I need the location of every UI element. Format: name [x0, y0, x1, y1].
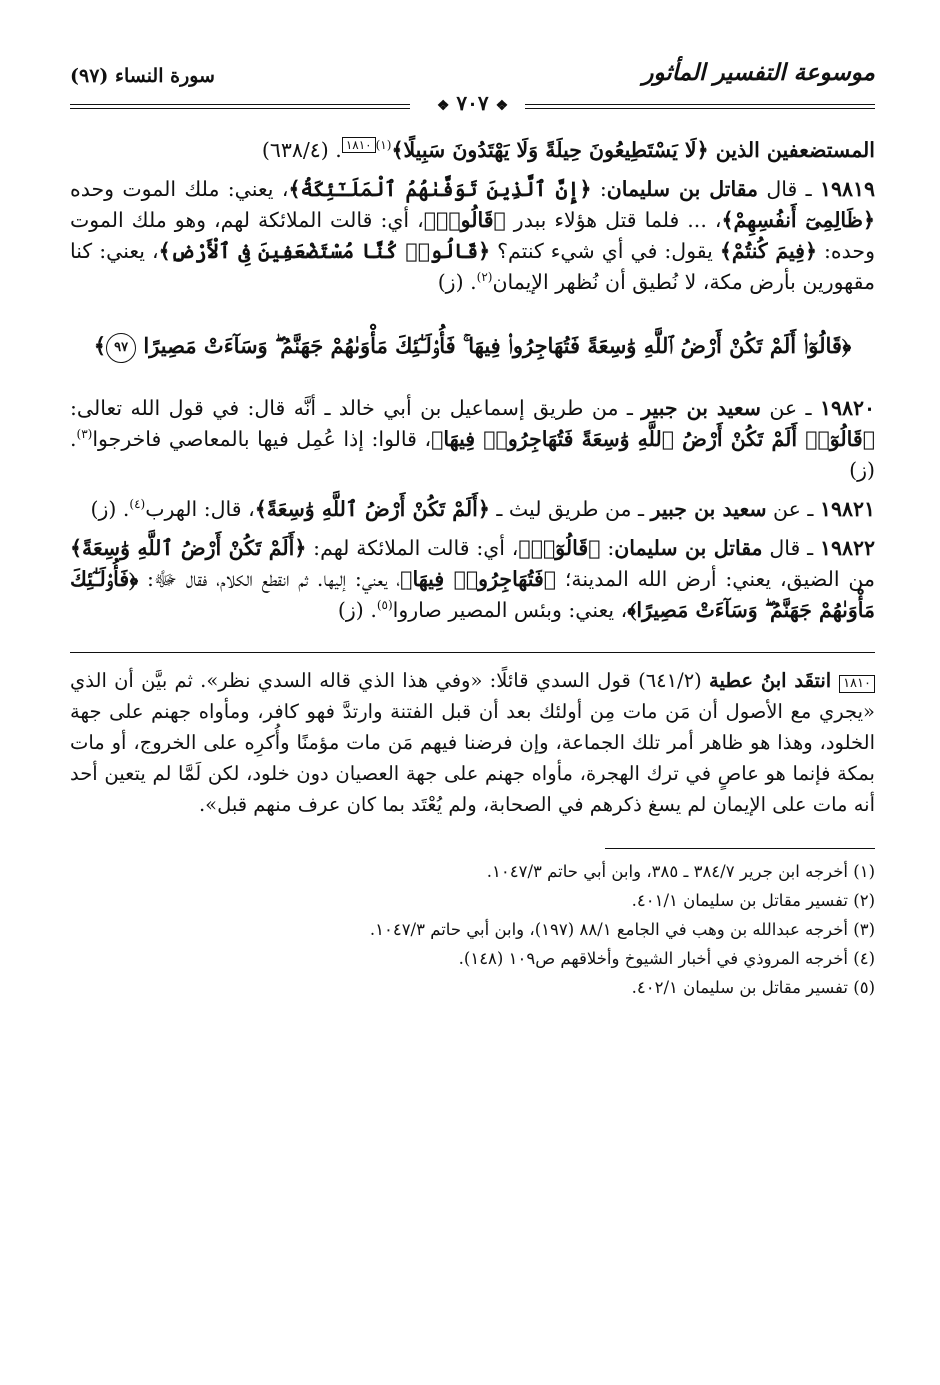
surah-label: سورة النساء (٩٧)	[70, 65, 215, 87]
narration-19822: ١٩٨٢٢ ـ قال مقاتل بن سليمان: ﴿قَالُوٓا۟﴾، أي: قالت الملائكة لهم: ﴿أَلَمْ تَكُنْ أَرْضُ ٱللَّهِ وَٰسِعَةً﴾ من الضيق، يعني: أرض الله المدينة؛ ﴿فَتُهَاجِرُوا۟ فِيهَا﴾، يعني: إليها. ثم انقطع الكلام، فقال ﷻ: ﴿فَأُو۟لَـٰٓئِكَ مَأْوَىٰهُمْ جَهَنَّمُ ۖ وَسَآءَتْ مَصِيرًا﴾، يعني: وبئس المصير صاروا$^{(٥)}$. (ز)	[70, 535, 875, 622]
footnote-ref: (٣)	[76, 426, 93, 441]
footnote-ref: (٤)	[129, 496, 146, 511]
main-text	[70, 135, 875, 626]
footnote-ref: (٥)	[376, 597, 393, 612]
ayah-number-icon: ٩٧	[106, 333, 136, 363]
narration-19819: ١٩٨١٩ ـ قال مقاتل بن سليمان: ﴿إِنَّ ٱلَّذِينَ تَوَفَّىٰهُمُ ٱلْمَلَـٰٓئِكَةُ﴾، يعني: ملك الموت وحده ﴿ظَالِمِىٓ أَنفُسِهِمْ﴾، ... فلما قتل هؤلاء ببدر ﴿قَالُوا۟﴾، أي: قالت الملائكة لهم، وهو ملك الموت وحده: ﴿فِيمَ كُنتُمْ﴾ يقول: في أي شيء كنتم؟ ﴿قَالُوا۟ كُنَّا مُسْتَضْعَفِينَ فِى ٱلْأَرْضِ﴾، يعني: كنا مقهورين بأرض مكة، لا نُطيق أن نُظهر الإيمان$^{(٢)}$. (ز)	[70, 177, 876, 294]
footnotes-divider	[605, 848, 875, 849]
footnote: (٢) تفسير مقاتل بن سليمان ٤٠١/١.	[631, 890, 875, 910]
commentary-ref: ١٨١٠	[342, 137, 376, 153]
footnote: (٥) تفسير مقاتل بن سليمان ٤٠٢/١.	[631, 977, 875, 997]
narration-number: ١٩٨١٩	[819, 177, 875, 201]
commentary-note	[70, 665, 875, 820]
narrator-name: مقاتل بن سليمان	[614, 535, 763, 560]
narrator-name: سعيد بن جبير	[650, 496, 767, 521]
commentary-divider	[70, 652, 875, 653]
footnotes	[70, 857, 875, 1002]
commentary-author: انتقَد ابنُ عطية	[709, 668, 840, 692]
narrator-name: مقاتل بن سليمان	[606, 177, 759, 201]
narration-number: ١٩٨٢٢	[819, 535, 875, 560]
page-number: ٧٠٧	[456, 91, 489, 115]
commentary-number: ١٨١٠	[839, 675, 875, 693]
ornament-icon: ❖	[436, 98, 450, 114]
narrator-name: سعيد بن جبير	[641, 395, 761, 420]
narration-19820: ١٩٨٢٠ ـ عن سعيد بن جبير ـ من طريق إسماعيل بن أبي خالد ـ أنَّه قال: في قول الله تعالى: ﴿قَالُوٓا۟ أَلَمْ تَكُنْ أَرْضُ ٱللَّهِ وَٰسِعَةً فَتُهَاجِرُوا۟ فِيهَا﴾، قالوا: إذا عُمِل فيها بالمعاصي فاخرجوا$^{(٣)}$. (ز)	[70, 395, 875, 482]
narration-number: ١٩٨٢١	[819, 496, 875, 521]
book-title: موسوعة التفسير المأثور	[642, 59, 875, 86]
narration-number: ١٩٨٢٠	[819, 395, 875, 420]
footnote: (٤) أخرجه المروذي في أخبار الشيوخ وأخلاقهم ص١٠٩ (١٤٨).	[458, 948, 875, 968]
footnote-ref: (١)	[375, 138, 392, 153]
paragraph-continuation: المستضعفين الذين ﴿لَا يَسْتَطِيعُونَ حِيلَةً وَلَا يَهْتَدُونَ سَبِيلًا﴾$^{(١)}$١٨١٠. (٦٣٨/٤)	[261, 138, 875, 162]
footnote: (١) أخرجه ابن جرير ٣٨٤/٧ ـ ٣٨٥، وابن أبي حاتم ١٠٤٧/٣.	[486, 861, 875, 881]
ornament-icon: ❖	[495, 98, 509, 114]
page	[70, 55, 875, 1002]
footnote-ref: (٢)	[476, 270, 493, 285]
page-header	[70, 55, 875, 115]
quran-verse: ﴿قَالُوٓا۟ أَلَمْ تَكُنْ أَرْضُ ٱللَّهِ وَٰسِعَةً فَتُهَاجِرُوا۟ فِيهَا ۚ فَأُو۟لَـٰٓئِكَ مَأْوَىٰهُمْ جَهَنَّمُ ۖ وَسَآءَتْ مَصِيرًا ٩٧﴾	[70, 330, 875, 363]
commentary-text: (٦٤١/٢) قول السدي قائلًا: «وفي هذا الذي قاله السدي نظر». ثم بيَّن أن الذي «يجري مع الأصول أن مَن مات مِن أولئك بعد أن قبل الفتنة وارتدَّ فهو كافر، ومأواه جهنم على جهة الخلود، وهذا هو ظاهر أمر تلك الجماعة، وإن فرضنا فيهم مَن مات مؤمنًا وأُكرِه على الخروج، أو مات بمكة فإنما هو عاصٍ في ترك الهجرة، مأواه جهنم على جهة العصيان دون خلود، لكن لَمَّا لم يتعين أحد أنه مات على الإيمان لم يسغ ذكرهم في الصحابة، ولم يُعْتَد بما كان عرف منهم قبل».	[70, 668, 875, 816]
narration-19821: ١٩٨٢١ ـ عن سعيد بن جبير ـ من طريق ليث ـ ﴿أَلَمْ تَكُنْ أَرْضُ ٱللَّهِ وَٰسِعَةً﴾، قال: الهرب$^{(٤)}$. (ز)	[90, 496, 875, 521]
footnote: (٣) أخرجه عبدالله بن وهب في الجامع ٨٨/١ (١٩٧)، وابن أبي حاتم ١٠٤٧/٣.	[369, 919, 875, 939]
